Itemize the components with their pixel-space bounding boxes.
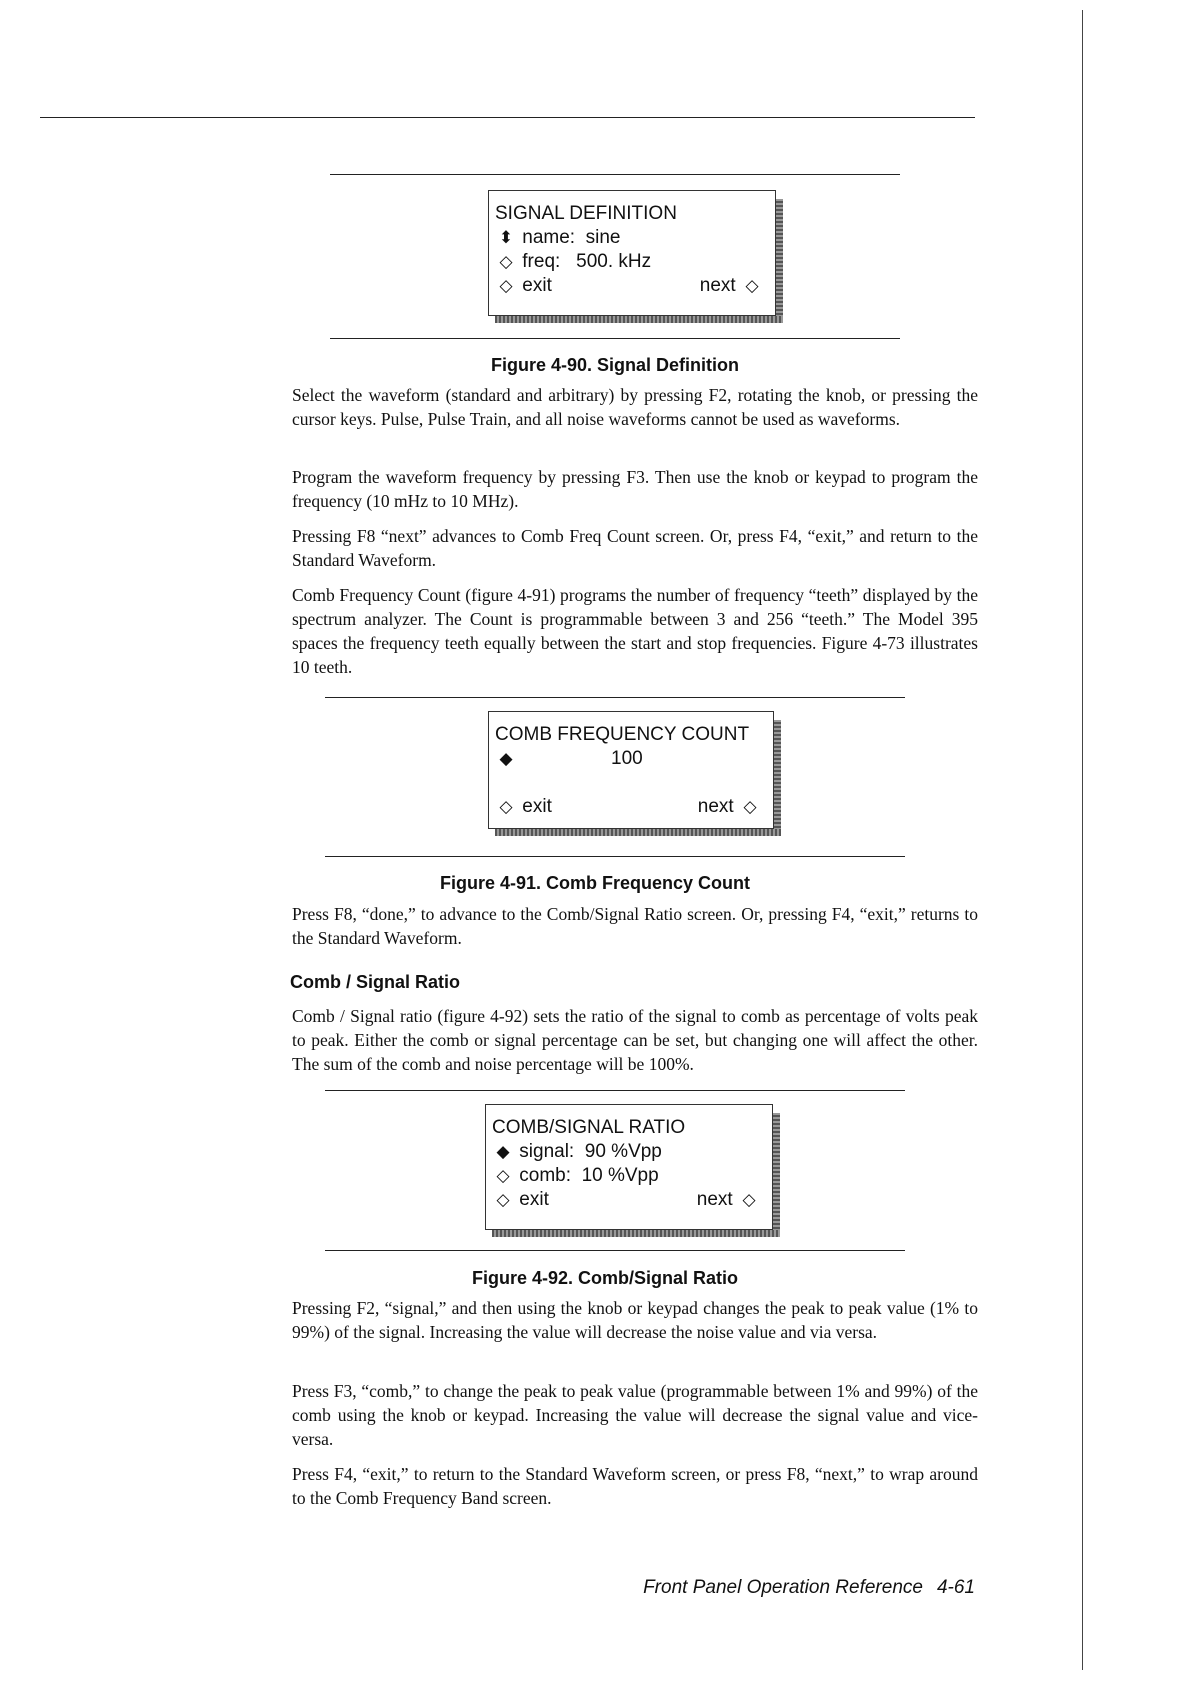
figure-rule [325,856,905,857]
name-field: name: sine [522,227,621,248]
exit-softkey: exit [519,1189,549,1210]
figure-rule [330,338,900,339]
paragraph: Pressing F2, “signal,” and then using the knob or keypad changes the peak to peak value (1% to 99%) of the signal. Increasing the value will decrease the noise value and via versa. [292,1298,978,1342]
figure-caption: Figure 4-90. Signal Definition [490,355,740,375]
footer-title: Front Panel Operation Reference [643,1577,923,1598]
comb-field: comb: 10 %Vpp [519,1165,659,1186]
signal-definition-screen [488,190,776,316]
comb-frequency-count-screen [488,711,774,829]
filled-diamond-icon: ◆ [499,749,513,768]
hollow-diamond-icon: ◇ [743,797,757,816]
hollow-diamond-icon: ◇ [499,252,513,271]
right-margin-line [1082,10,1083,1670]
paragraph: Comb Frequency Count (figure 4-91) programs the number of frequency “teeth” displayed by the spectrum analyzer. The Count is programmable between 3 and 256 “teeth.” The Model 395 spaces the frequency teeth equally between the start and stop frequencies. Figure 4-73 illustrates 10 teeth. [292,585,978,677]
freq-field: freq: 500. kHz [522,251,652,272]
exit-softkey: exit [522,275,552,296]
next-softkey: next [699,275,736,296]
next-softkey: next [696,1189,733,1210]
hollow-diamond-icon: ◇ [496,1190,510,1209]
figure-rule [330,174,900,175]
figure-rule [325,697,905,698]
paragraph: Comb / Signal ratio (figure 4-92) sets the ratio of the signal to comb as percentage of volts peak to peak. Either the comb or signal percentage can be set, but changing one will affect the other. The sum of the comb and noise percentage will be 100%. [292,1006,978,1074]
hollow-diamond-icon: ◇ [496,1166,510,1185]
figure-rule [325,1250,905,1251]
up-down-arrow-icon: ⬍ [498,228,514,247]
count-value: 100 [611,748,643,769]
figure-rule [325,1090,905,1091]
page-number: 4-61 [936,1577,975,1598]
screen-title: SIGNAL DEFINITION [495,203,677,224]
page-footer [643,1577,975,1599]
hollow-diamond-icon: ◇ [499,797,513,816]
exit-softkey: exit [522,796,552,817]
section-heading: Comb / Signal Ratio [290,972,461,992]
figure-caption: Figure 4-92. Comb/Signal Ratio [471,1268,739,1288]
hollow-diamond-icon: ◇ [499,276,513,295]
next-softkey: next [697,796,734,817]
hollow-diamond-icon: ◇ [745,276,759,295]
paragraph: Pressing F8 “next” advances to Comb Freq Count screen. Or, press F4, “exit,” and return to the Standard Waveform. [292,526,978,570]
comb-signal-ratio-screen [485,1104,773,1230]
figure-caption: Figure 4-91. Comb Frequency Count [439,873,751,893]
paragraph: Program the waveform frequency by pressing F3. Then use the knob or keypad to program the frequency (10 mHz to 10 MHz). [292,467,978,511]
screen-title: COMB FREQUENCY COUNT [495,724,750,745]
paragraph: Select the waveform (standard and arbitrary) by pressing F2, rotating the knob, or pressing the cursor keys. Pulse, Pulse Train, and all noise waveforms cannot be used as waveforms. [292,385,978,429]
paragraph: Press F4, “exit,” to return to the Standard Waveform screen, or press F8, “next,” to wrap around to the Comb Frequency Band screen. [292,1464,978,1508]
screen-title: COMB/SIGNAL RATIO [492,1117,686,1138]
paragraph: Press F8, “done,” to advance to the Comb/Signal Ratio screen. Or, pressing F4, “exit,” returns to the Standard Waveform. [292,904,978,948]
filled-diamond-icon: ◆ [496,1142,510,1161]
paragraph: Press F3, “comb,” to change the peak to peak value (programmable between 1% and 99%) of the comb using the knob or keypad. Increasing the value will decrease the signal value and vice-versa. [292,1381,978,1449]
top-rule [40,117,975,118]
hollow-diamond-icon: ◇ [742,1190,756,1209]
signal-field: signal: 90 %Vpp [519,1141,662,1162]
